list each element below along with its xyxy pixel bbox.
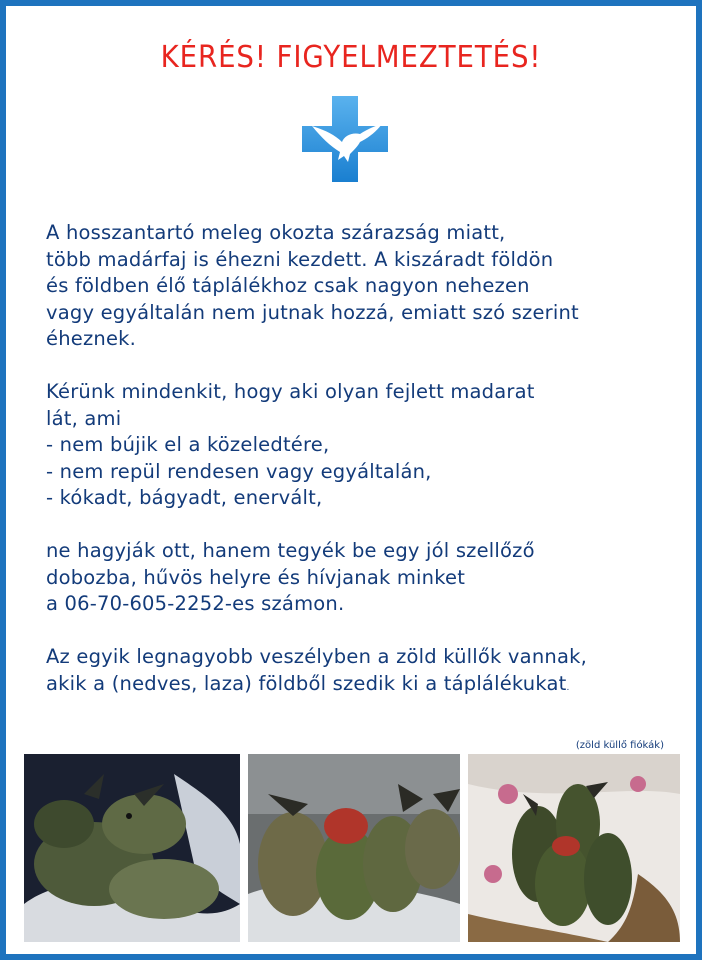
- chicks-photo-2: [248, 754, 460, 942]
- paragraph-end-dot: .: [566, 682, 570, 693]
- paragraph-woodpeckers-text: Az egyik legnagyobb veszélyben a zöld küllők vannak, akik a (nedves, laza) földből szedik ki a táplálékukat: [46, 645, 587, 695]
- message-body: [46, 220, 676, 728]
- page-title: KÉRÉS! FIGYELMEZTETÉS!: [160, 40, 542, 75]
- poster: [6, 6, 696, 954]
- paragraph-woodpeckers: [46, 644, 676, 701]
- dove-cross-icon: [302, 96, 388, 182]
- paragraph-request: Kérünk mindenkit, hogy aki olyan fejlett madarat lát, ami - nem bújik el a közeledtére, - nem repül rendesen vagy egyáltalán, - kókadt, bágyadt, enervált,: [46, 380, 535, 509]
- paragraph-contact: ne hagyják ott, hanem tegyék be egy jól szellőző dobozba, hűvös helyre és hívjanak minket a 06-70-605-2252-es számon.: [46, 539, 535, 615]
- photo-caption: (zöld küllő fiókák): [575, 740, 664, 751]
- photo-strip: [24, 754, 680, 944]
- chicks-photo-1: [24, 754, 240, 942]
- paragraph-drought: A hosszantartó meleg okozta szárazság miatt, több madárfaj is éhezni kezdett. A kiszáradt földön és földben élő táplálékhoz csak nagyon nehezen vagy egyáltalán nem jutnak hozzá, emiatt szó szerint éheznek.: [46, 221, 579, 350]
- chicks-photo-3: [468, 754, 680, 942]
